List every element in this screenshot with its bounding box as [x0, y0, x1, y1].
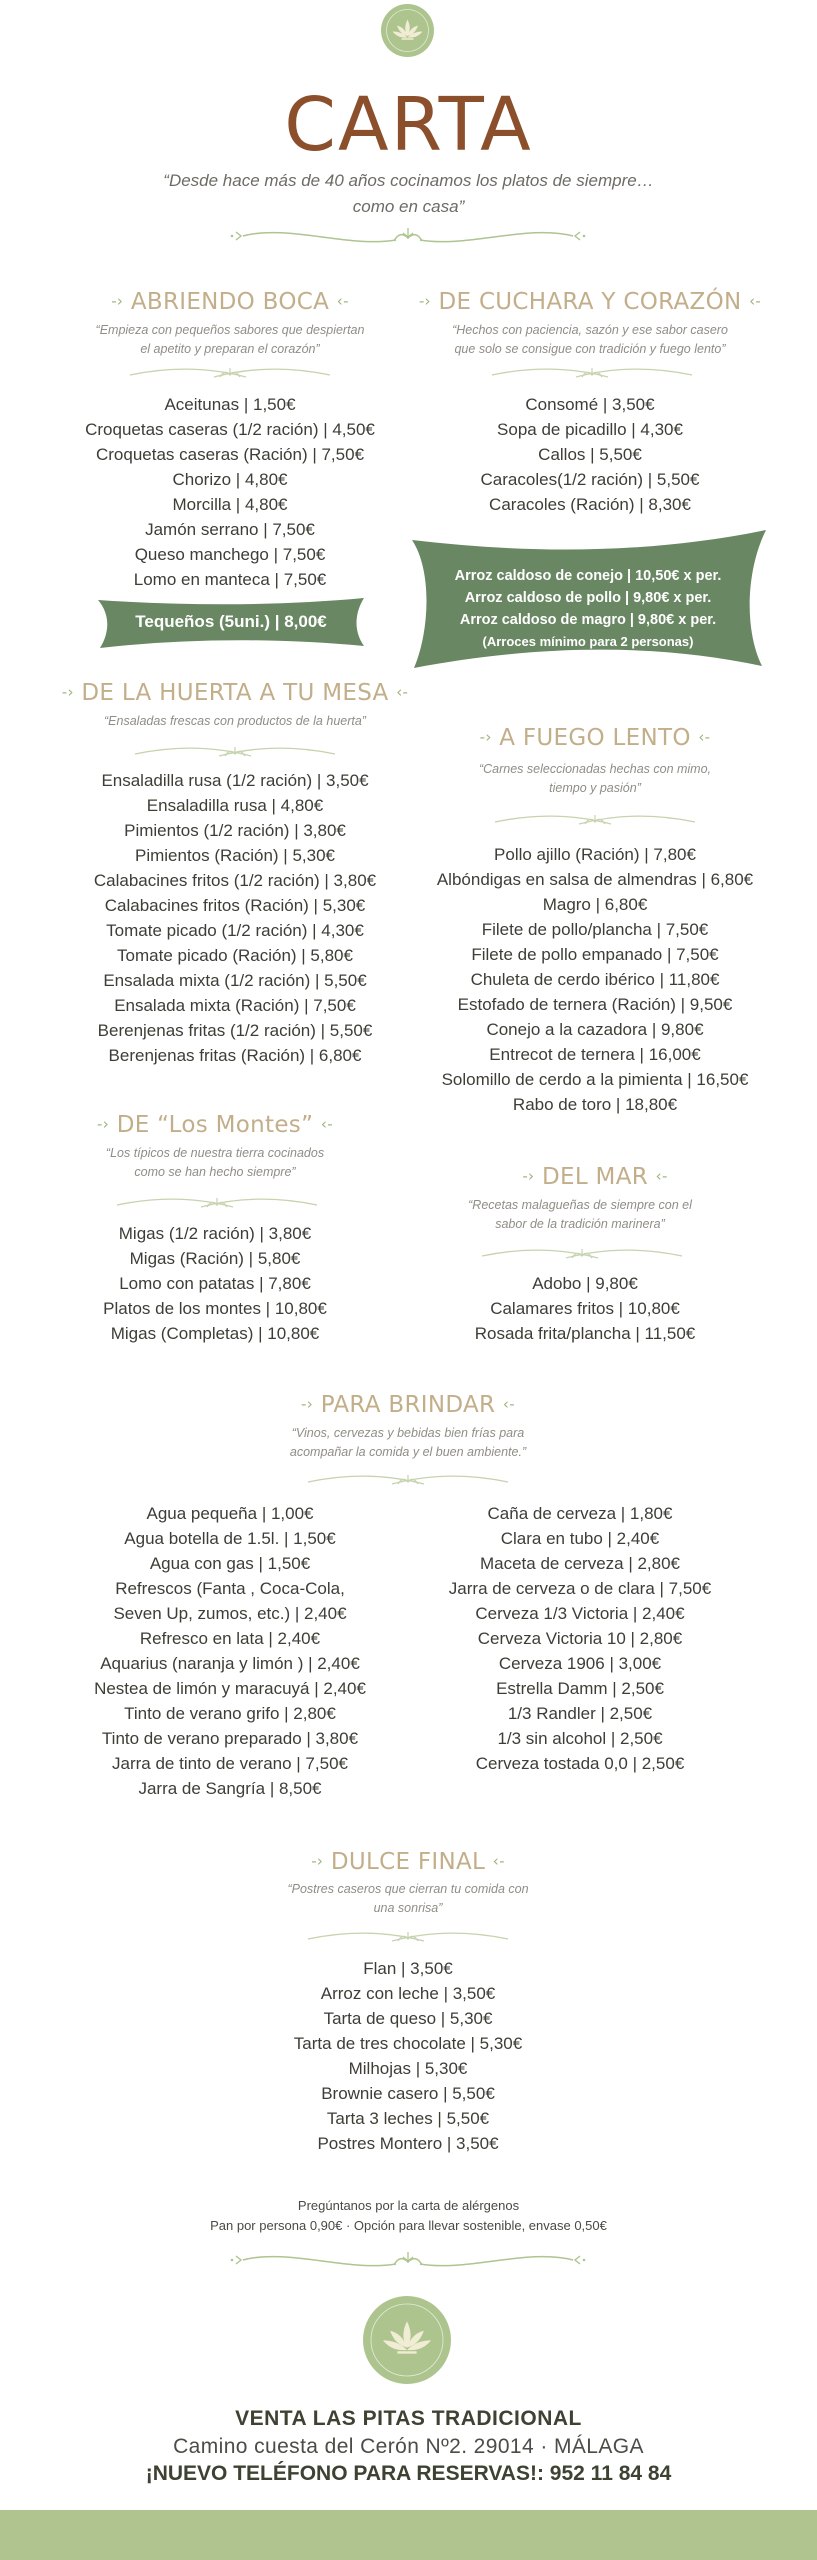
menu-item: Calabacines fritos (1/2 ración) | 3,80€: [93, 871, 377, 890]
extras-note: Pan por persona 0,90€ · Opción para llevar sostenible, envase 0,50€: [210, 2218, 607, 2233]
menu-item: Migas (Completas) | 10,80€: [110, 1324, 320, 1343]
menu-item: Platos de los montes | 10,80€: [103, 1299, 327, 1318]
menu-item: Agua pequeña | 1,00€: [146, 1504, 314, 1523]
flourish-divider-icon: [306, 1929, 510, 1945]
menu-item: Queso manchego | 7,50€: [134, 545, 326, 564]
restaurant-address: Camino cuesta del Cerón Nº2. 29014 · MÁLAGA: [173, 2435, 644, 2458]
menu-item: Croquetas caseras (Ración) | 7,50€: [95, 445, 365, 464]
section-heading-del-mar: -› DEL MAR ‹-: [522, 1164, 668, 1190]
menu-item: Seven Up, zumos, etc.) | 2,40€: [113, 1604, 347, 1623]
menu-item: Clara en tubo | 2,40€: [500, 1529, 660, 1548]
flourish-divider-icon: [493, 812, 697, 828]
menu-item: Caracoles(1/2 ración) | 5,50€: [480, 470, 700, 489]
agave-plant-icon: [363, 2296, 451, 2384]
arrow-ornament-icon: ‹-: [749, 292, 762, 310]
menu-item: Calabacines fritos (Ración) | 5,30€: [104, 896, 366, 915]
menu-item: Jamón serrano | 7,50€: [145, 520, 315, 539]
menu-item: Milhojas | 5,30€: [348, 2059, 468, 2078]
section-subtitle: “Los típicos de nuestra tierra cocinados como se han hecho siempre”: [105, 1146, 325, 1179]
section-heading-dulce-final: -› DULCE FINAL ‹-: [311, 1849, 505, 1875]
restaurant-logo-footer: [363, 2296, 451, 2384]
section-heading-para-brindar: -› PARA BRINDAR ‹-: [301, 1392, 515, 1418]
menu-item: Berenjenas fritas (Ración) | 6,80€: [108, 1046, 362, 1065]
flourish-divider-icon: [128, 365, 332, 381]
menu-list-dulce-final: [258, 1956, 558, 2156]
menu-item: Filete de pollo/plancha | 7,50€: [481, 920, 709, 939]
arrow-ornament-icon: ‹-: [492, 1852, 505, 1870]
arrow-ornament-icon: -›: [111, 292, 124, 310]
menu-list-del-mar: [400, 1271, 770, 1346]
flourish-divider-icon: [480, 1246, 684, 1262]
menu-item: Brownie casero | 5,50€: [321, 2084, 495, 2103]
menu-item: Rosada frita/plancha | 11,50€: [474, 1324, 696, 1343]
arrow-ornament-icon: ‹-: [336, 292, 349, 310]
menu-list-de-la-huerta: [30, 768, 440, 1068]
menu-list-a-fuego-lento: [410, 842, 780, 1117]
arrow-ornament-icon: -›: [61, 683, 74, 701]
arrow-ornament-icon: ‹-: [502, 1395, 515, 1413]
menu-item: Caña de cerveza | 1,80€: [487, 1504, 673, 1523]
allergens-note: Pregúntanos por la carta de alérgenos: [297, 2198, 520, 2213]
arrow-ornament-icon: -›: [311, 1852, 324, 1870]
menu-item: Cerveza 1/3 Victoria | 2,40€: [475, 1604, 685, 1623]
menu-item: Aceitunas | 1,50€: [164, 395, 296, 414]
section-heading-de-los-montes: -› DE “Los Montes” ‹-: [97, 1112, 333, 1138]
menu-item: 1/3 sin alcohol | 2,50€: [497, 1729, 663, 1748]
menu-item: Lomo con patatas | 7,80€: [119, 1274, 311, 1293]
menu-item: Conejo a la cazadora | 9,80€: [486, 1020, 704, 1039]
menu-item: Sopa de picadillo | 4,30€: [497, 420, 683, 439]
menu-item: Arroz con leche | 3,50€: [320, 1984, 496, 2003]
menu-item: Cerveza tostada 0,0 | 2,50€: [475, 1754, 685, 1773]
section-subtitle: “Ensaladas frescas con productos de la huerta”: [104, 714, 366, 728]
menu-item: Croquetas caseras (1/2 ración) | 4,50€: [85, 420, 375, 439]
arrow-ornament-icon: -›: [97, 1115, 110, 1133]
section-subtitle: “Vinos, cervezas y bebidas bien frías para acompañar la comida y el buen ambiente.”: [289, 1426, 527, 1459]
menu-item: Callos | 5,50€: [538, 445, 642, 464]
restaurant-logo: [381, 4, 434, 57]
section-heading-abriendo-boca: -› ABRIENDO BOCA ‹-: [111, 289, 349, 315]
arrow-ornament-icon: ‹-: [698, 728, 711, 746]
menu-item: Entrecot de ternera | 16,00€: [489, 1045, 701, 1064]
menu-item: Albóndigas en salsa de almendras | 6,80€: [436, 870, 754, 889]
menu-item: Chuleta de cerdo ibérico | 11,80€: [470, 970, 720, 989]
menu-item: Pimientos (Ración) | 5,30€: [134, 846, 335, 865]
flourish-divider-icon: [306, 1472, 510, 1488]
page-title: CARTA: [284, 82, 533, 168]
menu-item: Lomo en manteca | 7,50€: [133, 570, 327, 589]
menu-item: Tinto de verano grifo | 2,80€: [124, 1704, 336, 1723]
flourish-divider-icon: [133, 744, 337, 760]
menu-item: Solomillo de cerdo a la pimienta | 16,50€: [441, 1070, 749, 1089]
menu-item: Jarra de tinto de verano | 7,50€: [112, 1754, 348, 1773]
footer-bar: [0, 2510, 817, 2560]
arrow-ornament-icon: ‹-: [655, 1167, 668, 1185]
menu-item: Flan | 3,50€: [363, 1959, 453, 1978]
menu-item: Cerveza 1906 | 3,00€: [498, 1654, 662, 1673]
menu-item: Magro | 6,80€: [542, 895, 648, 914]
menu-item: Consomé | 3,50€: [525, 395, 655, 414]
flourish-divider-icon: [228, 226, 588, 248]
menu-item: Migas (Ración) | 5,80€: [129, 1249, 301, 1268]
menu-item: Pollo ajillo (Ración) | 7,80€: [494, 845, 696, 864]
menu-list-de-cuchara: [400, 392, 780, 517]
menu-item: Agua con gas | 1,50€: [149, 1554, 311, 1573]
menu-item: Arroz caldoso de conejo | 10,50€ x per.: [454, 568, 722, 584]
menu-item: Filete de pollo empanado | 7,50€: [471, 945, 719, 964]
menu-item: Tarta 3 leches | 5,50€: [326, 2109, 490, 2128]
section-heading-de-la-huerta: -› DE LA HUERTA A TU MESA ‹-: [61, 680, 409, 706]
flourish-divider-icon: [115, 1195, 319, 1211]
menu-list-abriendo-boca: [30, 392, 430, 592]
menu-item: Cerveza Victoria 10 | 2,80€: [477, 1629, 683, 1648]
arrow-ornament-icon: -›: [301, 1395, 314, 1413]
note: (Arroces mínimo para 2 personas): [482, 634, 694, 649]
arrow-ornament-icon: -›: [479, 728, 492, 746]
drinks-list-right: [430, 1501, 730, 1776]
menu-item: Chorizo | 4,80€: [172, 470, 288, 489]
menu-item: Jarra de Sangría | 8,50€: [138, 1779, 322, 1798]
menu-item: Aquarius (naranja y limón ) | 2,40€: [100, 1654, 360, 1673]
arrow-ornament-icon: -›: [522, 1167, 535, 1185]
menu-item: Ensalada mixta (1/2 ración) | 5,50€: [103, 971, 367, 990]
arrow-ornament-icon: -›: [418, 292, 431, 310]
menu-item: Morcilla | 4,80€: [172, 495, 288, 514]
menu-item: Adobo | 9,80€: [532, 1274, 638, 1293]
menu-item: Refresco en lata | 2,40€: [139, 1629, 321, 1648]
menu-item: Tomate picado (1/2 ración) | 4,30€: [106, 921, 364, 940]
menu-item: Calamares fritos | 10,80€: [490, 1299, 680, 1318]
section-subtitle: “Carnes seleccionadas hechas con mimo, tiempo y pasión”: [478, 762, 712, 795]
menu-item: Estrella Damm | 2,50€: [496, 1679, 664, 1698]
menu-item: Ensaladilla rusa | 4,80€: [146, 796, 324, 815]
section-heading-de-cuchara: -› DE CUCHARA Y CORAZÓN ‹-: [418, 289, 762, 315]
section-heading-a-fuego-lento: -› A FUEGO LENTO ‹-: [479, 725, 711, 751]
menu-item: Postres Montero | 3,50€: [317, 2134, 499, 2153]
restaurant-name: VENTA LAS PITAS TRADICIONAL: [235, 2407, 582, 2430]
menu-item: Migas (1/2 ración) | 3,80€: [118, 1224, 312, 1243]
menu-item: Arroz caldoso de pollo | 9,80€ x per.: [464, 590, 712, 606]
section-subtitle: “Hechos con paciencia, sazón y ese sabor casero que solo se consigue con tradición y fuego lento”: [452, 323, 728, 356]
menu-item: Ensaladilla rusa (1/2 ración) | 3,50€: [101, 771, 369, 790]
agave-plant-icon: [381, 4, 434, 57]
menu-item: Tomate picado (Ración) | 5,80€: [117, 946, 353, 965]
menu-item: 1/3 Randler | 2,50€: [507, 1704, 653, 1723]
menu-item: Maceta de cerveza | 2,80€: [479, 1554, 681, 1573]
menu-list-de-los-montes: [30, 1221, 400, 1346]
flourish-divider-icon: [228, 2250, 588, 2272]
menu-item: Pimientos (1/2 ración) | 3,80€: [124, 821, 346, 840]
intro-tagline: “Desde hace más de 40 años cocinamos los platos de siempre… como en casa”: [163, 171, 654, 216]
menu-item: Ensalada mixta (Ración) | 7,50€: [114, 996, 356, 1015]
flourish-divider-icon: [490, 365, 694, 381]
menu-item: Tarta de tres chocolate | 5,30€: [293, 2034, 523, 2053]
section-subtitle: “Postres caseros que cierran tu comida con una sonrisa”: [287, 1882, 529, 1915]
menu-item: Nestea de limón y maracuyá | 2,40€: [94, 1679, 366, 1698]
highlight-arroces-text: [410, 565, 766, 653]
reservation-phone[interactable]: ¡NUEVO TELÉFONO PARA RESERVAS!: 952 11 84 84: [145, 2462, 672, 2485]
menu-item: Tarta de queso | 5,30€: [323, 2009, 493, 2028]
drinks-list-left: [80, 1501, 380, 1801]
highlight-item: Tequeños (5uni.) | 8,00€: [135, 612, 327, 631]
section-subtitle: “Recetas malagueñas de siempre con el sabor de la tradición marinera”: [468, 1198, 692, 1231]
menu-item: Refrescos (Fanta , Coca-Cola,: [115, 1579, 345, 1598]
arrow-ornament-icon: ‹-: [396, 683, 409, 701]
menu-item: Caracoles (Ración) | 8,30€: [489, 495, 691, 514]
menu-item: Estofado de ternera (Ración) | 9,50€: [457, 995, 733, 1014]
menu-item: Berenjenas fritas (1/2 ración) | 5,50€: [97, 1021, 373, 1040]
menu-item: Jarra de cerveza o de clara | 7,50€: [448, 1579, 712, 1598]
menu-item: Arroz caldoso de magro | 9,80€ x per.: [459, 612, 717, 628]
menu-item: Agua botella de 1.5l. | 1,50€: [124, 1529, 336, 1548]
arrow-ornament-icon: ‹-: [320, 1115, 333, 1133]
menu-item: Rabo de toro | 18,80€: [512, 1095, 678, 1114]
section-subtitle: “Empieza con pequeños sabores que despiertan el apetito y preparan el corazón”: [95, 323, 365, 356]
menu-item: Tinto de verano preparado | 3,80€: [101, 1729, 359, 1748]
